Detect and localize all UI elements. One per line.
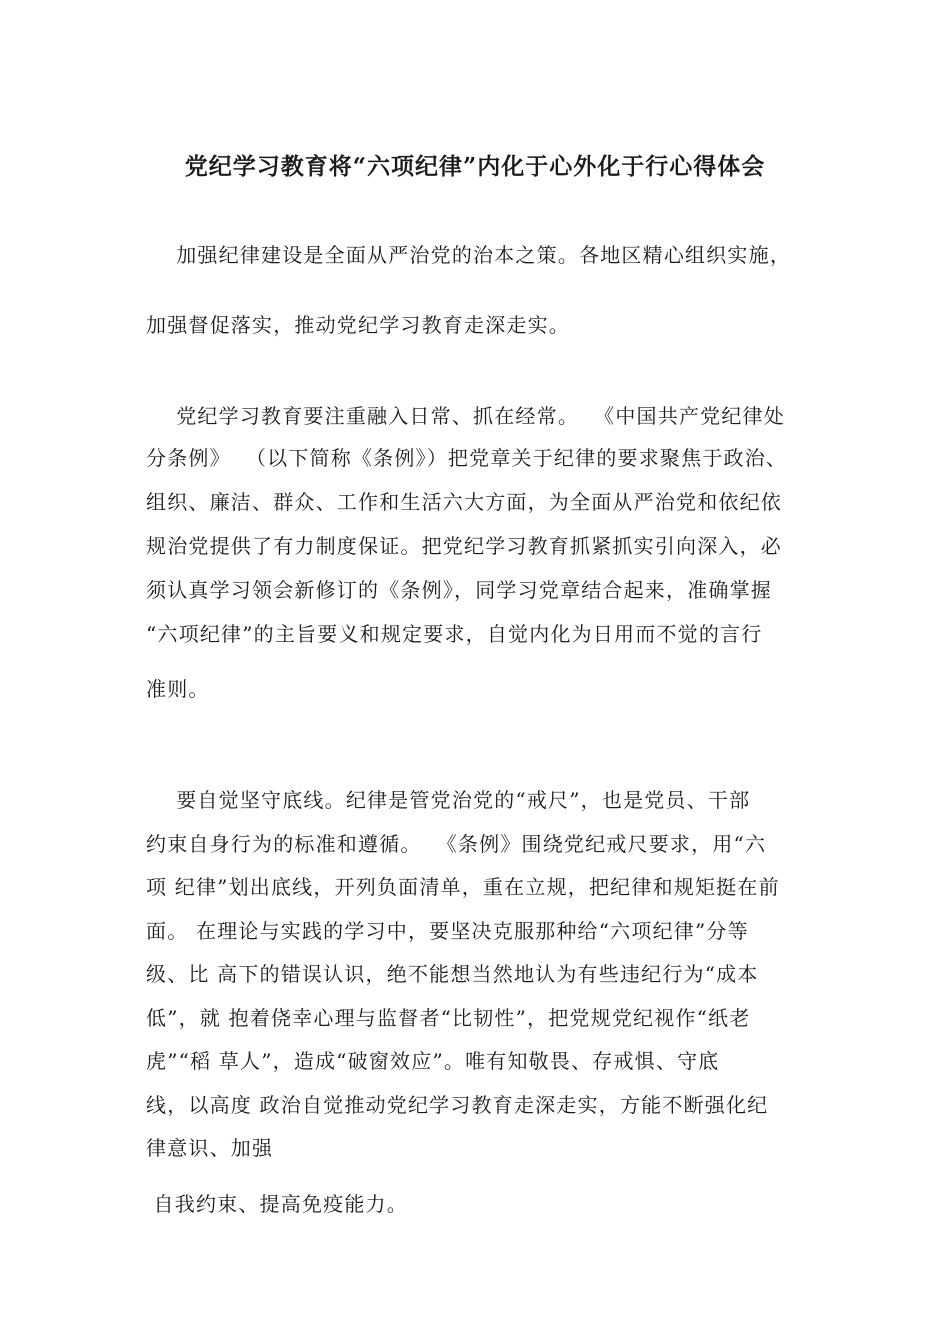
document-title: 党纪学习教育将“六项纪律”内化于心外化于行心得体会 bbox=[184, 153, 766, 180]
paragraph-3-line-3: 项 纪律”划出底线，开列负面清单，重在立规，把纪律和规矩挺在前 bbox=[146, 875, 780, 899]
paragraph-3-line-2: 约束自身行为的标准和遵循。 《条例》围绕党纪戒尺要求，用“六 bbox=[146, 832, 767, 856]
paragraph-2-line-3: 组织、廉洁、群众、工作和生活六大方面，为全面从严治党和依纪依 bbox=[146, 490, 782, 514]
paragraph-3-line-7: 虎”“稻 草人”，造成“破窗效应”。唯有知敬畏、存戒惧、守底 bbox=[146, 1049, 720, 1073]
paragraph-2-line-1: 党纪学习教育要注重融入日常、抓在经常。 《中国共产党纪律处 bbox=[146, 404, 785, 428]
paragraph-1-line-2: 加强督促落实，推动党纪学习教育走深走实。 bbox=[146, 313, 570, 337]
paragraph-1-line-1: 加强纪律建设是全面从严治党的治本之策。各地区精心组织实施， bbox=[146, 243, 792, 267]
paragraph-2-line-2: 分条例》 （以下简称《条例》）把党章关于纪律的要求聚焦于政治、 bbox=[146, 446, 788, 470]
paragraph-3-line-4: 面。 在理论与实践的学习中，要坚决克服那种给“六项纪律”分等 bbox=[146, 919, 749, 943]
paragraph-3-line-8: 线，以高度 政治自觉推动党纪学习教育走深走实，方能不断强化纪 bbox=[146, 1093, 769, 1117]
paragraph-3-line-5: 级、比 高下的错误认识，绝不能想当然地认为有些违纪行为“成本 bbox=[146, 962, 759, 986]
paragraph-2-line-6: “六项纪律”的主旨要义和规定要求，自觉内化为日用而不觉的言行 bbox=[146, 622, 763, 646]
paragraph-3-line-10: 自我约束、提高免疫能力。 bbox=[146, 1192, 408, 1216]
paragraph-2-line-5: 须认真学习领会新修订的《条例》，同学习党章结合起来，准确掌握 bbox=[146, 578, 772, 602]
paragraph-3-line-6: 低”，就 抱着侥幸心理与监督者“比韧性”，把党规党纪视作“纸老 bbox=[146, 1006, 751, 1030]
paragraph-2-line-4: 规治党提供了有力制度保证。把党纪学习教育抓紧抓实引向深入，必 bbox=[146, 534, 782, 558]
paragraph-3-line-9: 律意识、加强 bbox=[146, 1136, 274, 1160]
paragraph-3-line-1: 要自觉坚守底线。纪律是管党治党的“戒尺”，也是党员、干部 bbox=[146, 788, 751, 812]
paragraph-2-line-7: 准则。 bbox=[146, 677, 210, 701]
